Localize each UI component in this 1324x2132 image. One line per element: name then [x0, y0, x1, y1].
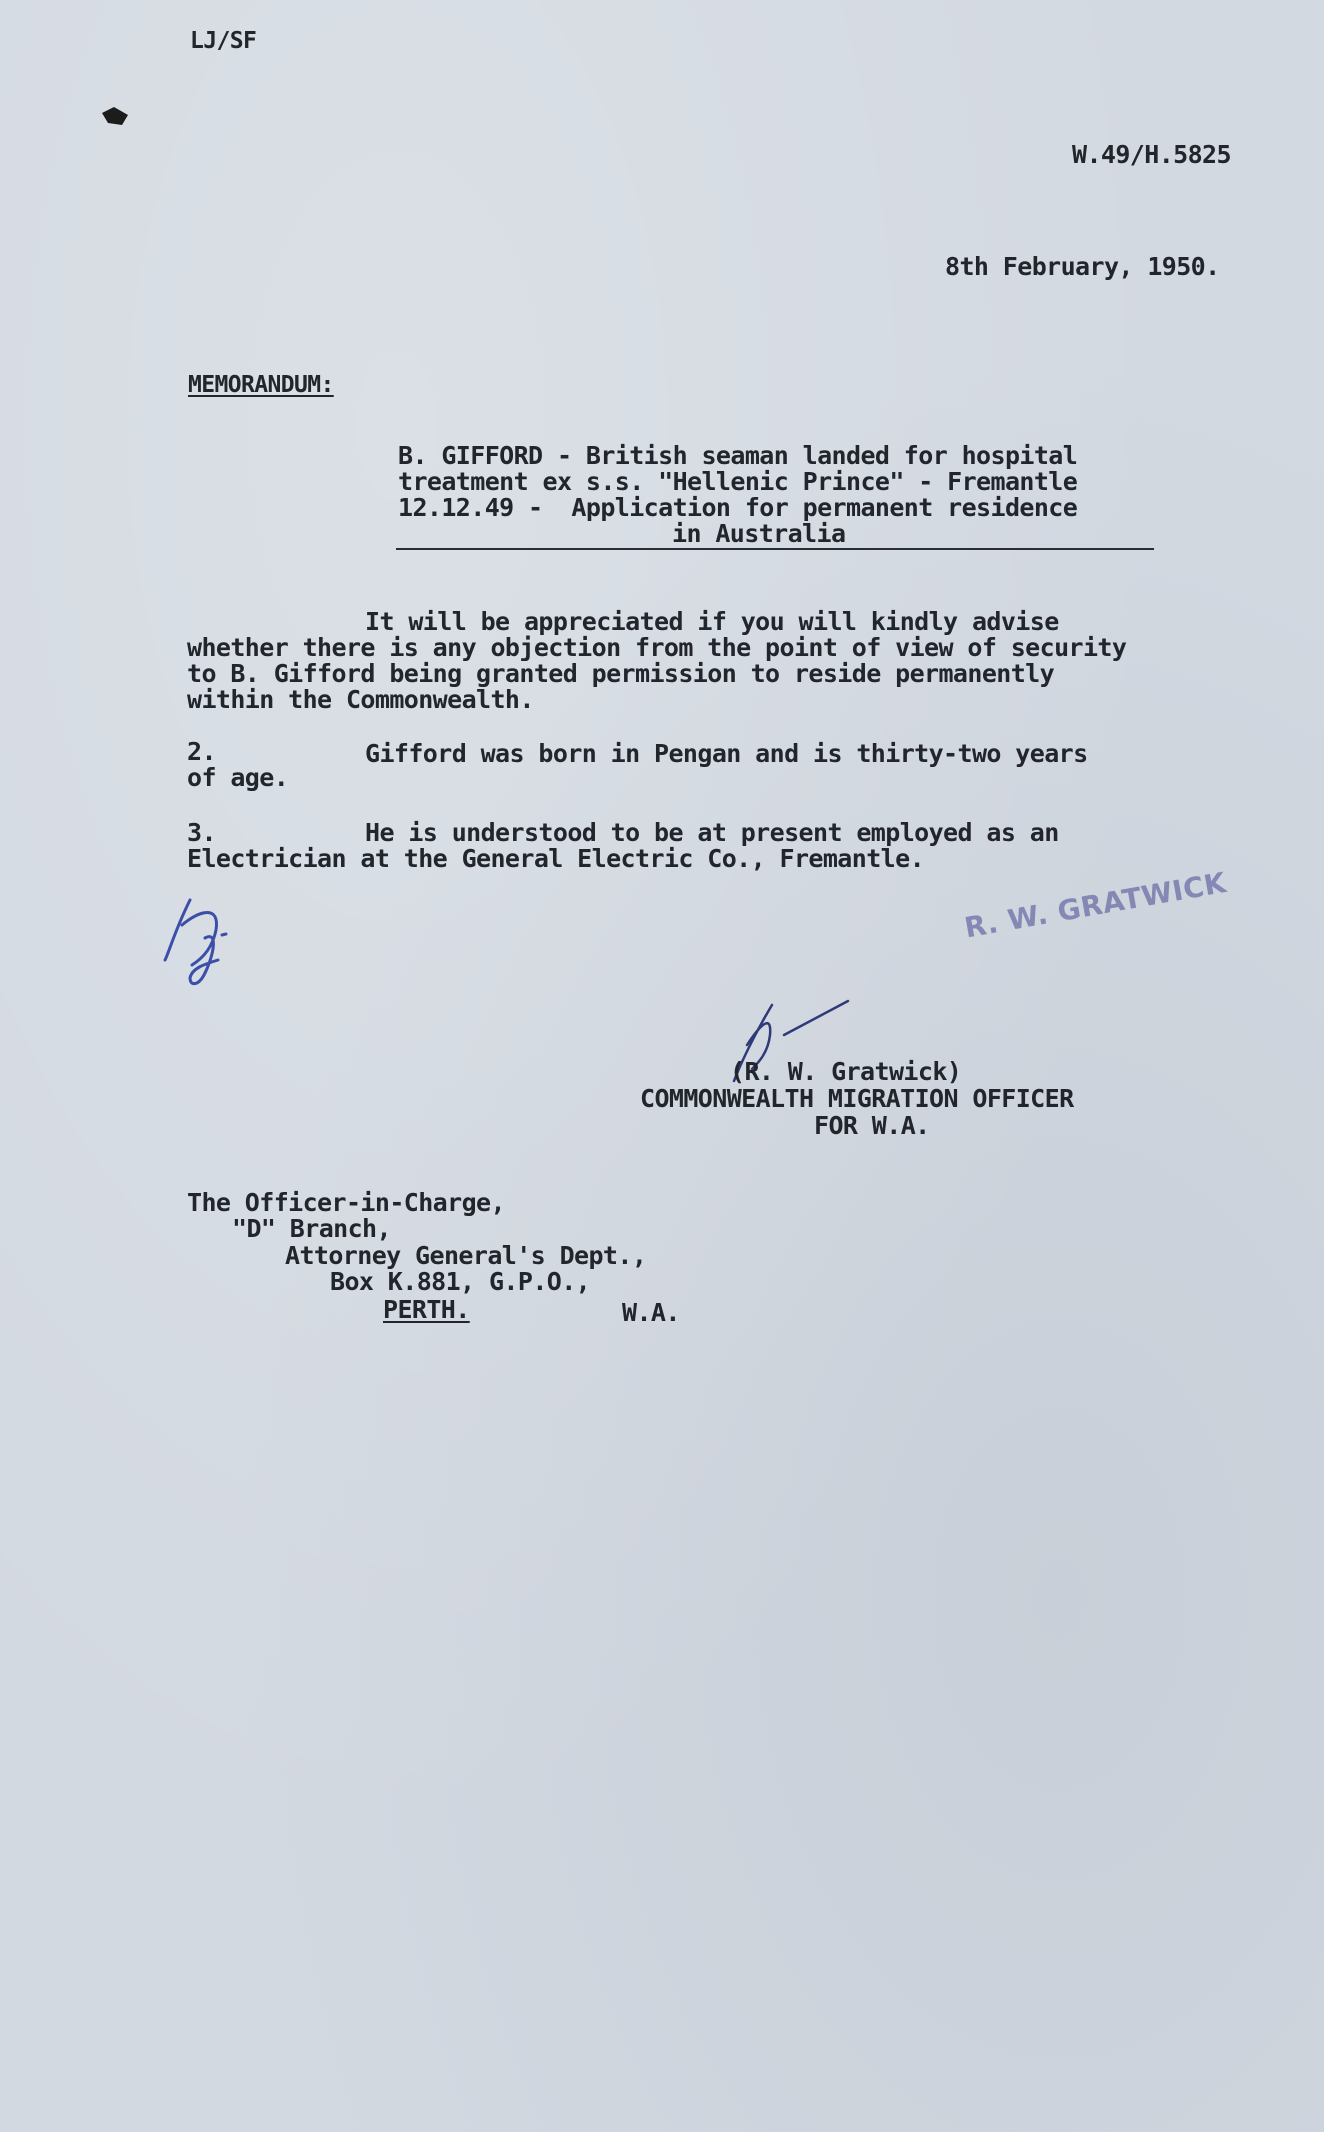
addressee-line-4: Box K.881, G.P.O., — [330, 1267, 591, 1296]
subject-line-1: B. GIFFORD - British seaman landed for hospital — [398, 441, 1078, 470]
para1-line-4: within the Commonwealth. — [187, 685, 534, 714]
addressee-state: W.A. — [622, 1298, 680, 1327]
para1-line-2: whether there is any objection from the point of view of security — [187, 633, 1127, 662]
para3-line-1: He is understood to be at present employed as an — [365, 818, 1059, 847]
memo-date: 8th February, 1950. — [945, 252, 1220, 281]
para2-number: 2. — [187, 737, 216, 766]
subject-underline — [396, 548, 1154, 550]
file-number: W.49/H.5825 — [1072, 140, 1231, 169]
subject-line-4: in Australia — [672, 519, 846, 548]
para3-line-2: Electrician at the General Electric Co., Fremantle. — [187, 844, 925, 873]
addressee-line-2: "D" Branch, — [232, 1214, 391, 1243]
memo-heading: MEMORANDUM: — [188, 372, 334, 398]
reference-initials: LJ/SF — [190, 28, 257, 54]
subject-line-2: treatment ex s.s. "Hellenic Prince" - Fremantle — [398, 467, 1078, 496]
signatory-name: (R. W. Gratwick) — [730, 1057, 962, 1086]
signatory-region: FOR W.A. — [814, 1111, 930, 1140]
subject-line-3: 12.12.49 - Application for permanent residence — [398, 493, 1078, 522]
para1-line-3: to B. Gifford being granted permission to reside permanently — [187, 659, 1055, 688]
addressee-city: PERTH. — [383, 1295, 470, 1324]
name-stamp: R. W. GRATWICK — [962, 865, 1229, 945]
addressee-line-1: The Officer-in-Charge, — [187, 1188, 505, 1217]
para2-line-2: of age. — [187, 763, 289, 792]
addressee-line-3: Attorney General's Dept., — [285, 1241, 647, 1270]
signatory-title: COMMONWEALTH MIGRATION OFFICER — [640, 1084, 1074, 1113]
para1-line-1: It will be appreciated if you will kindly advise — [365, 607, 1059, 636]
initials-handwritten-icon — [160, 890, 260, 990]
para2-line-1: Gifford was born in Pengan and is thirty-two years — [365, 739, 1088, 768]
punch-hole-mark — [100, 105, 134, 129]
para3-number: 3. — [187, 818, 216, 847]
